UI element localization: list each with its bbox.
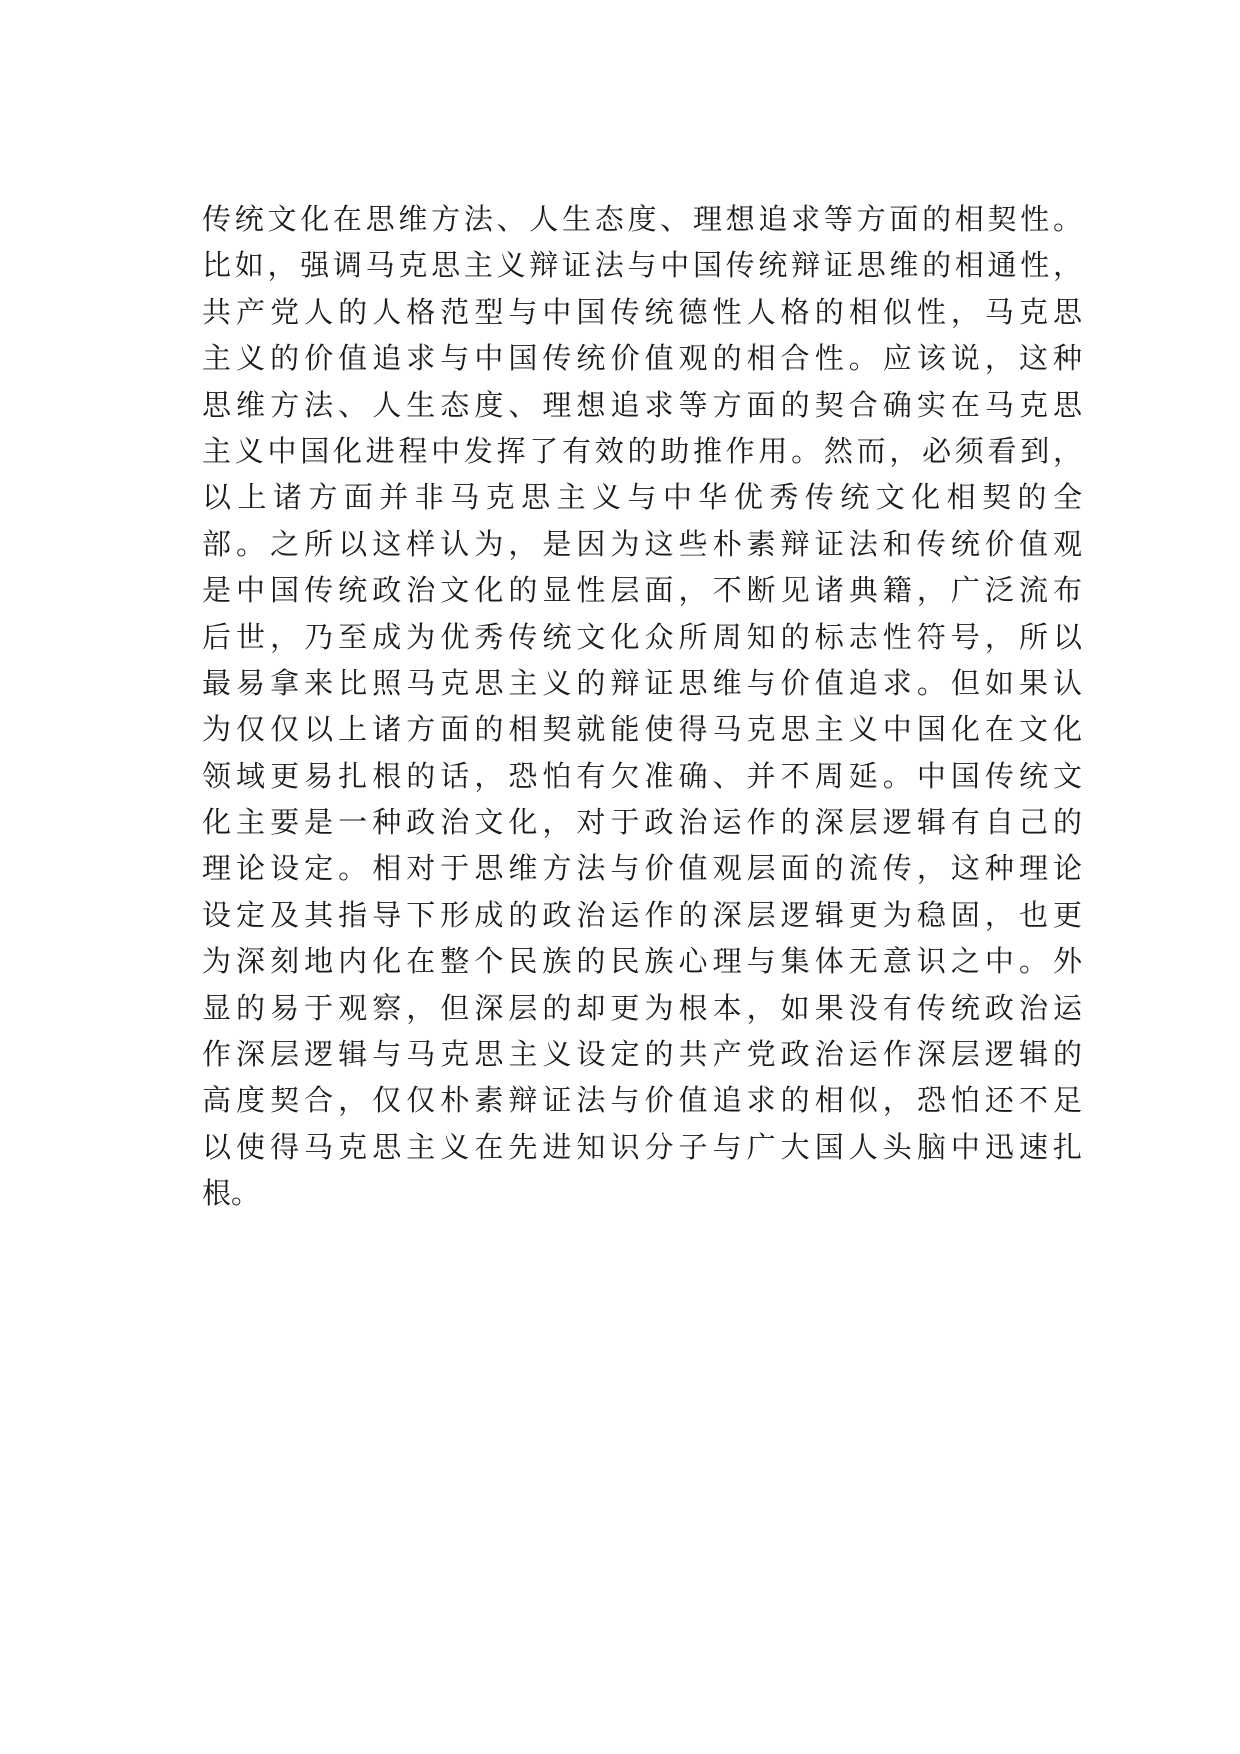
text-line: 传统文化在思维方法、人生态度、理想追求等方面的相契性。 xyxy=(202,202,1082,236)
text-line: 比如，强调马克思主义辩证法与中国传统辩证思维的相通性， xyxy=(202,248,1082,283)
text-line: 为仅仅以上诸方面的相契就能使得马克思主义中国化在文化 xyxy=(202,712,1082,747)
text-line: 最易拿来比照马克思主义的辩证思维与价值追求。但如果认 xyxy=(202,665,1082,700)
text-line: 显的易于观察，但深层的却更为根本，如果没有传统政治运 xyxy=(202,990,1082,1025)
text-line: 后世，乃至成为优秀传统文化众所周知的标志性符号，所以 xyxy=(202,619,1082,654)
text-line: 共产党人的人格范型与中国传统德性人格的相似性，马克思 xyxy=(202,294,1082,329)
text-line: 高度契合，仅仅朴素辩证法与价值追求的相似，恐怕还不足 xyxy=(202,1083,1082,1118)
text-line: 领域更易扎根的话，恐怕有欠准确、并不周延。中国传统文 xyxy=(202,758,1082,793)
text-line: 部。之所以这样认为，是因为这些朴素辩证法和传统价值观 xyxy=(202,526,1082,561)
text-line: 根。 xyxy=(202,1176,261,1211)
body-paragraph xyxy=(202,196,1082,1217)
text-line: 主义的价值追求与中国传统价值观的相合性。应该说，这种 xyxy=(202,341,1082,376)
text-line: 作深层逻辑与马克思主义设定的共产党政治运作深层逻辑的 xyxy=(202,1037,1082,1072)
text-line: 思维方法、人生态度、理想追求等方面的契合确实在马克思 xyxy=(202,387,1082,422)
text-line: 理论设定。相对于思维方法与价值观层面的流传，这种理论 xyxy=(202,851,1082,886)
text-line: 以上诸方面并非马克思主义与中华优秀传统文化相契的全 xyxy=(202,480,1082,515)
text-line: 以使得马克思主义在先进知识分子与广大国人头脑中迅速扎 xyxy=(202,1129,1082,1164)
text-line: 设定及其指导下形成的政治运作的深层逻辑更为稳固，也更 xyxy=(202,897,1082,932)
text-line: 主义中国化进程中发挥了有效的助推作用。然而，必须看到， xyxy=(202,433,1082,468)
text-line: 是中国传统政治文化的显性层面，不断见诸典籍，广泛流布 xyxy=(202,573,1082,608)
text-line: 化主要是一种政治文化，对于政治运作的深层逻辑有自己的 xyxy=(202,805,1082,840)
text-line: 为深刻地内化在整个民族的民族心理与集体无意识之中。外 xyxy=(202,944,1082,979)
